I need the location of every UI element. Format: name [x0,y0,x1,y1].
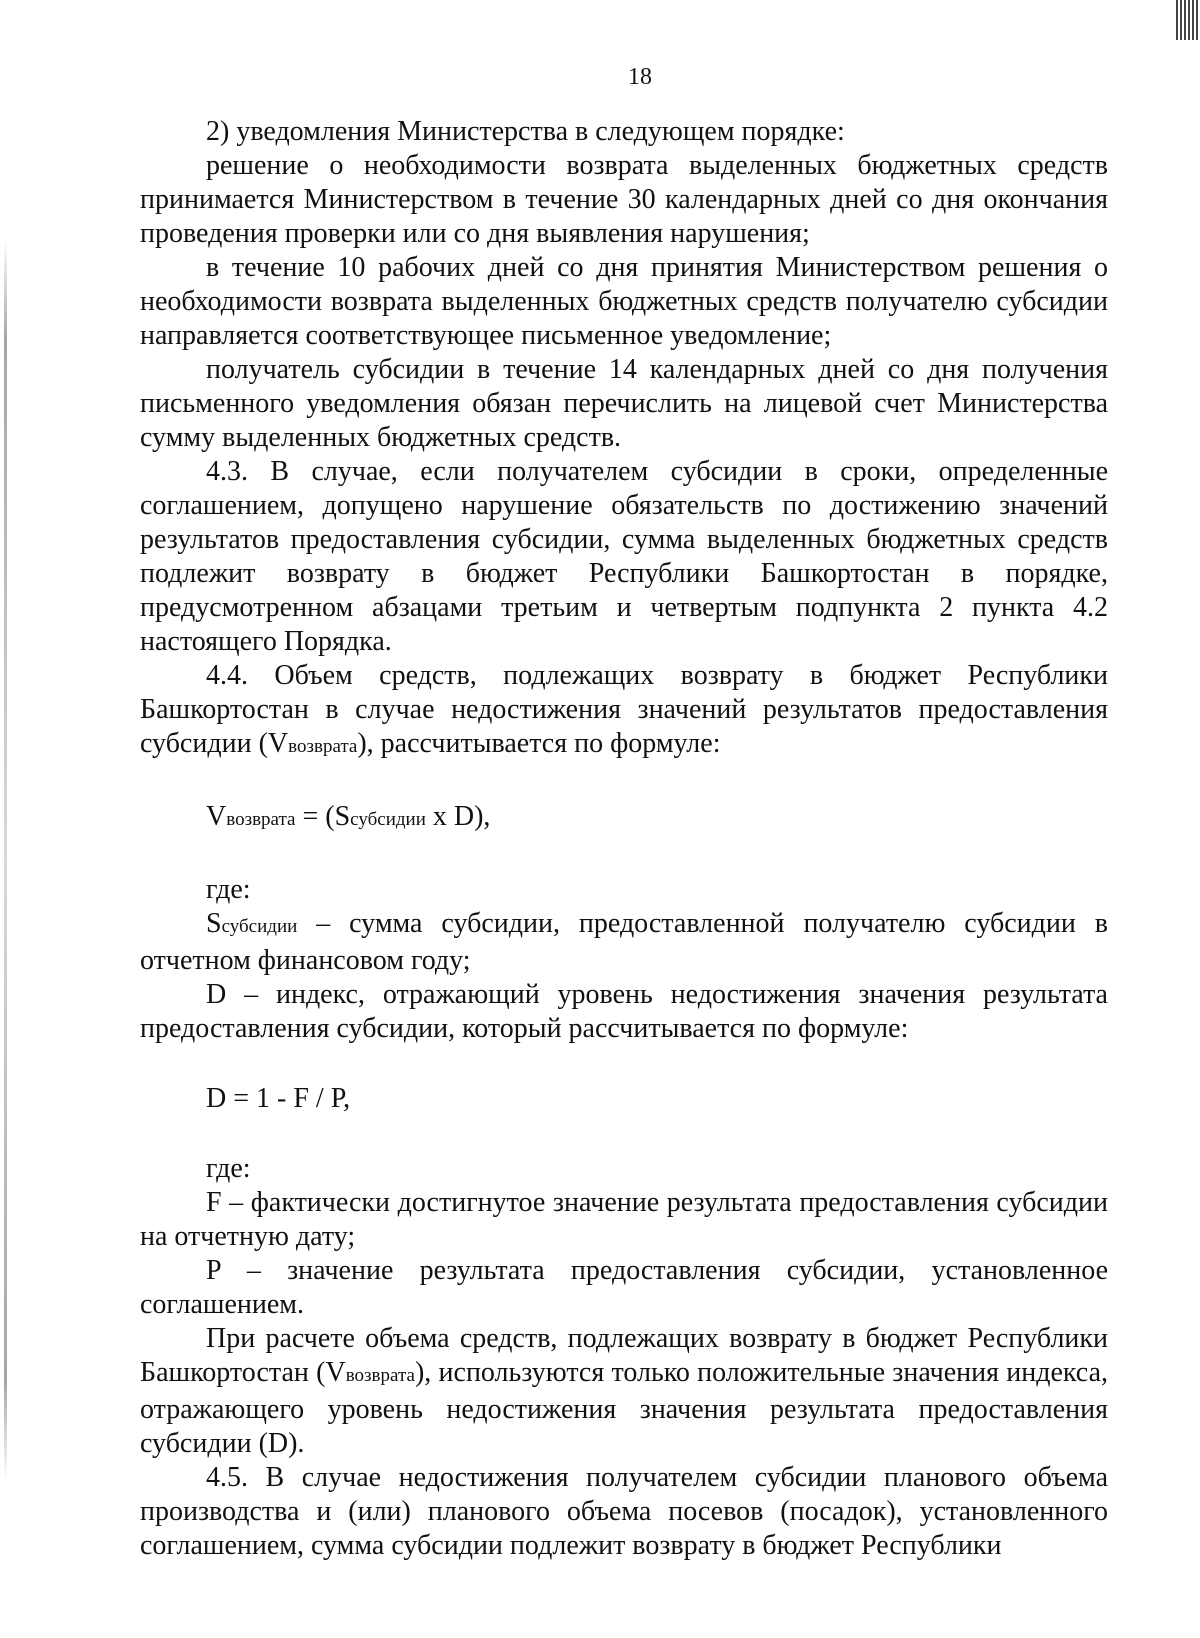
formula-equals: = ( [295,801,335,832]
paragraph-s-definition [140,907,1108,978]
where-label-1: где: [206,874,251,905]
v-subscript: возврата [288,736,358,757]
paragraph-d-definition: D – индекс, отражающий уровень недостижения значения результата предоставления субсидии, который рассчитывается по формуле: [140,979,1108,1044]
paragraph-positive-values [140,1322,1108,1461]
formula-v-return [140,800,1108,837]
formula-v-letter: V [206,801,227,832]
paragraph-4-4 [140,659,1108,764]
v-symbol-2: V [325,1357,346,1388]
paragraph-f-definition: F – фактически достигнутое значение результата предоставления субсидии на отчетную дату; [140,1187,1108,1252]
paragraph-decision-return: решение о необходимости возврата выделенных бюджетных средств принимается Министерством в течение 30 календарных дней со дня окончания проведения проверки или со дня выявления нарушения; [140,150,1108,249]
s-definition-text: – сумма субсидии, предоставленной получателю субсидии в отчетном финансовом году; [140,908,1108,976]
paragraph-4-4-start: 4.4. Объем средств, подлежащих возврату в бюджет Республики Башкортостан в случае недостижения значений результатов предоставления субсидии ( [140,660,1108,759]
paragraph-4-5: 4.5. В случае недостижения получателем субсидии планового объема производства и (или) планового объема посевов (посадок), установленного соглашением, сумма субсидии подлежит возврату в бюджет Республики [140,1462,1108,1561]
positive-values-end: ), используются только положительные значения индекса, отражающего уровень недостижения значения результата предоставления субсидии (D). [140,1357,1109,1459]
formula-s-letter: S [334,801,351,832]
s-symbol: S [206,908,222,939]
document-body [140,115,1108,1563]
v-symbol: V [267,728,289,759]
paragraph-notification-order: 2) уведомления Министерства в следующем порядке: [206,116,845,147]
paragraph-4-3: 4.3. В случае, если получателем субсидии в сроки, определенные соглашением, допущено нарушение обязательств по достижению значений результатов предоставления субсидии, сумма выделенных бюджетных средств подлежит возврату в бюджет Республики Башкортостан в порядке, предусмотренном абзацами третьим и четвертым подпункта 2 пункта 4.2 настоящего Порядка. [140,456,1108,657]
paragraph-4-4-end: ), рассчитывается по формуле: [357,728,721,759]
s-subscript: субсидии [221,916,298,937]
paragraph-p-definition: P – значение результата предоставления субсидии, установленное соглашением. [140,1255,1108,1320]
formula-s-subscript: субсидии [350,809,426,830]
positive-values-start: При расчете объема средств, подлежащих возврату в бюджет Республики Башкортостан ( [140,1323,1108,1388]
formula-tail: x D), [425,801,491,832]
scan-edge-artifact [4,240,7,1480]
formula-d-index: D = 1 - F / P, [206,1083,351,1114]
paragraph-written-notice: в течение 10 рабочих дней со дня принятия Министерством решения о необходимости возврата выделенных бюджетных средств получателю субсидии направляется соответствующее письменное уведомление; [140,252,1108,351]
paragraph-transfer-funds: получатель субсидии в течение 14 календарных дней со дня получения письменного уведомления обязан перечислить на лицевой счет Министерства сумму выделенных бюджетных средств. [140,354,1108,453]
scan-corner-artifact [1176,0,1198,40]
v-subscript-2: возврата [345,1365,415,1386]
formula-v-subscript: возврата [226,809,296,830]
where-label-2: где: [206,1153,251,1184]
page-number: 18 [628,64,652,90]
